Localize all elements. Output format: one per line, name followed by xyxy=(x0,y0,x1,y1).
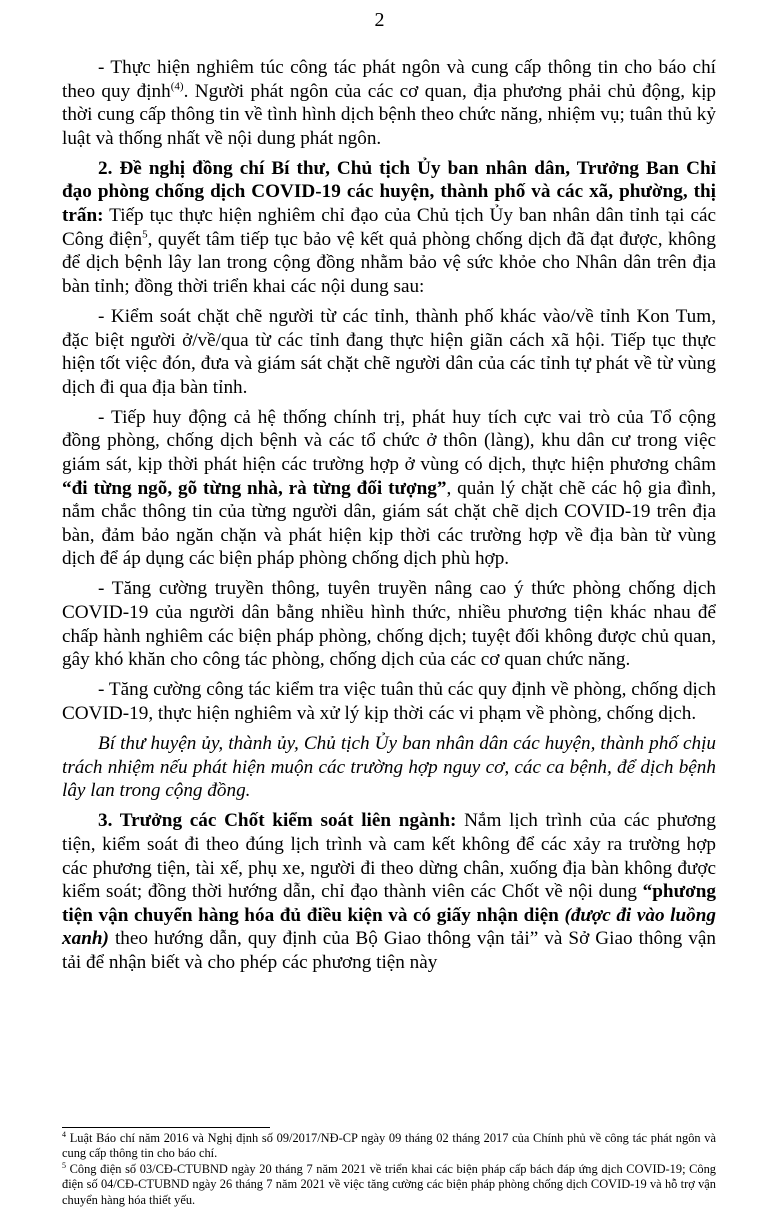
text-run: Luật Báo chí năm 2016 và Nghị định số 09/2017/NĐ-CP ngày 09 tháng 02 tháng 2017 của Chính phủ về công tác phát ngôn và cung cấp thông tin cho báo chí. xyxy=(62,1131,716,1161)
text-run: . Người phát ngôn của các cơ quan, địa phương phải chủ động, kịp thời cung cấp thông tin về tình hình dịch bệnh theo chức năng, nhiệm vụ; tuân thủ kỷ luật và thống nhất về nội dung phát ngôn. xyxy=(62,80,716,149)
text-run: , quản lý chặt chẽ các hộ gia đình, nắm chắc thông tin của từng người dân, giám sát chặt chẽ dịch COVID-19 trên địa bàn, đảm bảo ngăn chặn và phát hiện kịp thời các trường hợp về địa bàn từ vùng dịch để áp dụng các biện pháp phòng chống dịch phù hợp. xyxy=(62,477,716,570)
text-run: Công điện số 03/CĐ-CTUBND ngày 20 tháng 7 năm 2021 về triển khai các biện pháp cấp bách đáp ứng dịch COVID-19; Công điện số 04/CĐ-CTUBND ngày 26 tháng 7 năm 2021 về việc tăng cường các biện pháp phòng chống dịch COVID-19 và hỗ trợ vận chuyển hàng hóa thiết yếu. xyxy=(62,1161,716,1207)
text-run: 3. Trưởng các Chốt kiểm soát liên ngành: xyxy=(98,810,457,832)
paragraph-responsibility xyxy=(62,732,716,803)
paragraph-press-release xyxy=(62,56,716,150)
paragraph-section-3-checkpoints xyxy=(62,809,716,974)
page-number: 2 xyxy=(374,9,385,31)
footnote-divider xyxy=(62,1127,270,1128)
text-run: “đi từng ngõ, gõ từng nhà, rà từng đối tượng” xyxy=(62,477,447,499)
text-run: 5 xyxy=(62,1160,66,1170)
text-run: (được đi vào luồng xanh) xyxy=(62,904,716,950)
text-run: Bí thư huyện ủy, thành ủy, Chủ tịch Ủy ban nhân dân các huyện, thành phố chịu trách nhiệm nếu phát hiện muộn các trường hợp nguy cơ, các ca bệnh, để dịch bệnh lây lan trong cộng đồng. xyxy=(62,733,716,802)
text-run: “phương tiện vận chuyển hàng hóa đủ điều kiện và có giấy nhận diện xyxy=(62,881,716,926)
text-run: - Tăng cường công tác kiểm tra việc tuân thủ các quy định về phòng, chống dịch COVID-19, thực hiện nghiêm và xử lý kịp thời các vi phạm về phòng, chống dịch. xyxy=(62,679,716,724)
text-run: - Tăng cường truyền thông, tuyên truyền nâng cao ý thức phòng chống dịch COVID-19 của người dân bằng nhiều hình thức, nhiều phương tiện khác nhau để chấp hành nghiêm các biện pháp phòng, chống dịch; tuyệt đối không được chủ quan, gây khó khăn cho công tác phòng, chống dịch của các cơ quan chức năng. xyxy=(62,578,716,671)
footnotes xyxy=(62,1131,716,1208)
paragraph-communication xyxy=(62,577,716,671)
text-run: theo hướng dẫn, quy định của Bộ Giao thông vận tải” và Sở Giao thông vận tải để nhận biết và cho phép các phương tiện này xyxy=(62,928,716,973)
paragraph-mobilize-system xyxy=(62,406,716,571)
text-run: (4) xyxy=(170,80,184,93)
footnote-5 xyxy=(62,1162,716,1208)
paragraph-inspection xyxy=(62,678,716,725)
body-text xyxy=(62,56,716,981)
text-run: , quyết tâm tiếp tục bảo vệ kết quả phòng chống dịch đã đạt được, không để dịch bệnh lây lan trong cộng đồng nhằm bảo vệ sức khỏe cho Nhân dân trên địa bàn tỉnh; đồng thời triển khai các nội dung sau: xyxy=(62,228,716,297)
text-run: - Tiếp huy động cả hệ thống chính trị, phát huy tích cực vai trò của Tổ cộng đồng phòng, chống dịch bệnh và các tổ chức ở thôn (làng), khu dân cư trong việc giám sát, kịp thời phát hiện các trường hợp ở vùng có dịch, thực hiện phương châm xyxy=(62,406,716,475)
text-run: 2. Đề nghị đồng chí Bí thư, Chủ tịch Ủy ban nhân dân, Trưởng Ban Chỉ đạo phòng chống dịch COVID-19 các huyện, thành phố và các xã, phường, thị trấn: xyxy=(62,157,716,227)
text-run: Tiếp tục thực hiện nghiêm chỉ đạo của Chủ tịch Ủy ban nhân dân tỉnh tại các Công điện xyxy=(62,205,716,250)
text-run: Nắm lịch trình của các phương tiện, kiểm soát đi theo đúng lịch trình và cam kết không để các xảy ra trường hợp các phương tiện, tài xế, phụ xe, người đi theo dừng chân, xuống địa bàn không được kiểm soát; đồng thời hướng dẫn, chỉ đạo thành viên các Chốt về nội dung xyxy=(62,810,716,903)
paragraph-section-2-heading xyxy=(62,157,716,299)
paragraph-control-travelers xyxy=(62,305,716,399)
text-run: 5 xyxy=(142,228,148,241)
text-run: - Thực hiện nghiêm túc công tác phát ngôn và cung cấp thông tin cho báo chí theo quy định xyxy=(62,57,716,102)
text-run: - Kiểm soát chặt chẽ người từ các tỉnh, thành phố khác vào/về tỉnh Kon Tum, đặc biệt người ở/về/qua từ các tỉnh đang thực hiện giãn cách xã hội. Tiếp tục thực hiện tốt việc đón, đưa và giám sát chặt chẽ người dân của các tỉnh tự phát về từ vùng dịch đi qua địa bàn tỉnh. xyxy=(62,305,716,398)
footnote-4 xyxy=(62,1131,716,1162)
text-run: 4 xyxy=(62,1129,66,1139)
